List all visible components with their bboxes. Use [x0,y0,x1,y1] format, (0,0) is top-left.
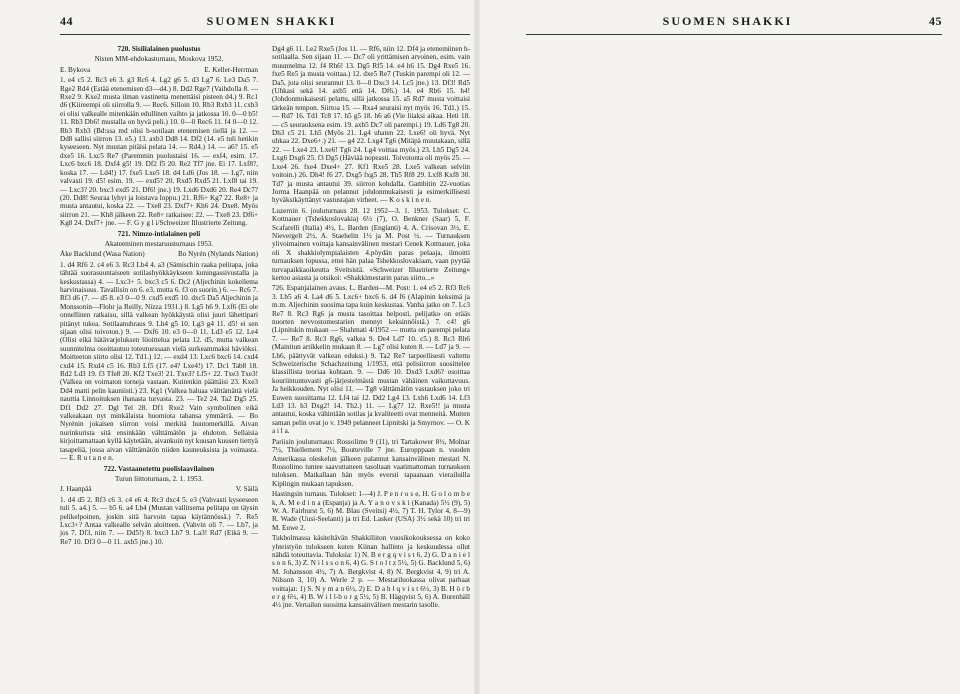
game-722-continuation: Dg4 g6 11. Le2 Rxe5 (Jos 11. — Rf6, niin 12. Df4 ja etenemiinen h-sotilaalla. Sen sijaan 11. — Dc7 oli yrittämisen arvoinen, esim. vain muunnelma 12. f4 Rh6! 13. Dg5 Rf5 14. e4 h6 15. Dg4 Rxe5 16. fxe5 Re5 ja musta voittaa.) 12. dxe5 Re7 (Tuskin parempi oli 12. — Da5, jota olisi seurannut 13. 0—0 Dxc3 14. Lc5 jne.) 13. Df3! Rd5 (Uhkasi sekä 14. axb5 että 14. Df6.) 14. e4 Rb6 15. h4! (Johdonmukaisesti pelattu, sillä jatkossa 15. a5 Rd7 musta voittaisi tärkeän tempon. Siirtoa 15. — Rxa4 seuraisi nyt myös 16. Td1.) 15. — Rd7 16. Td1 Tc8 17. h5 g5 18. h6 a6 (Vie liiaksi aikaa. Heti 18. — c5 seurauksena esim. 19. axb5 Dc7 oli parempi.) 19. Ld6 Tg8 20. Dh3 c5 21. Lh5 (Myös 21. Lg4 uhaten 22. Lxe6! oli hyvä. Nyt uhkaa 22. Dxe6+.) 21. — g4 22. Lxg4 Tg6 (Mitäpä muutakaan, sillä 22. — Lxe4 23. Lxe6! Tg6 24. Lg4 voittaa myös.) 23. Lh5 Dg5 24. Lxg6 Dxg6 25. f3 Dg5 (Häviää nopeasti. Toivotonta oli myös 25. — Lxe4 26. fxe4 Dxe4+ 27. Kf1 Rxe5 28. Lxe5 valkean selviin voitoin.) 26. Dh4! f6 27. Dxg5 fxg5 28. Th5 Rf8 29. Lxf8 Kxf8 30. Td7 ja musta antautui 39. siirron kohdalla. Gambitin 22-vuotias Jorma Haanpää on pelannut johdonmukaisesti ja esimerkillisesti hyväksikäyttänyt vastustajan virheet. — K o s k i n e n. [272,45,470,205]
game-722-event: Turun liittoturnaus, 2. 1. 1953. [115,474,203,483]
game-722-black: V. Säilä [235,485,258,494]
game-722-players [60,485,258,493]
left-column-2 [272,45,470,612]
game-720-event: Nisten MM-ehdokasturnaus, Moskova 1952. [94,55,224,64]
right-page [478,0,960,694]
game-720-title: 720. Sisilialainen puolustus [117,45,201,53]
game-722-moves: 1. d4 d5 2. Rf3 c6 3. c4 e6 4. Rc3 dxc4 5. e3 (Vahvasti kyseeseen tuli 5. a4.) 5. — b5 6. a4 Lb4 (Mustan vallitsema pelitapa on täysin pelikelpoinen, joskin sitä harvoin tapaa käytännössä.) 7. Re5 Lxc3+? Antaa valkealle selvän aloitteen. (Vahvin oli 7. — Lb7, ja jos 7. Df3, niin 7. — Dd5!) 8. bxc3 Lb7 9. La3! Rd7 (Eikä 9. — Re7 10. Df3 0—0 11. axb5 jne.) 10. [60,495,258,546]
stockholm-report: Tukholmassa käsiteltävän Shakkiliiton vuosikokouksessa on koko yhteistyön tulokseen kuten Kiinan hallinto ja keskuudessa ollut nähdä toteuttavia. Tuloksia: 1) N. B e r g q v i s t 6, 2) G. D a n i e l s o n 6, 3) Z. N i l s s o n 6, 4) G. S t o l t z 5½, 5) G. Backlund 5, 6) M. Johansson 4½, 7) A. Bergkvist 4, 8) N. Bergkvist 4, 9) tri A. Nilsson 3, 10) A. Werle 2 p. — Mestariluokassa olivat parhaat voittajat: 1) S. N y m a n 6½, 2) E. D a h l q v i s t 6½, 3) B. H ö r b e r g 6½, 4) B. W i l l-b o r g 5½, 5) B. Hägqvist 5, 6) A. Burenhäll 4½ jne. Vertailun suosima kansainvälisen mestarin tasolle. [272,534,470,610]
right-running-title: SUOMEN SHAKKI [662,14,793,28]
game-722-title: 722. Vastaanotettu puolislaavilainen [103,464,215,473]
left-page [0,0,478,694]
luzern-report: Luzernin 6. jouluturnaus 28. 12 1952—3. 1. 1953. Tulokset: C. Kottnauer (Tshekkoslovakia) 6½ (7), O. Benkner (Saar) 5, F. Scafarelli (Italia) 4½, L. Barden (Englanti) 4, A. Crisovan 3½, E. Nievergelt 2½, A. Staehelin 1½ ja M. Post ½. — Turnauksen ylivoimainen voittaja kansainvälinen mestari Cenek Kottnauer, joka oli X shakkiolympialaisten 4.pöydän paras pelaaja, ilmoitti turnauksen lopussa, ettei hän palaa Tshekkoslovakiaan, vaan pyytää turvapaikkaoikeutta Sveitsistä. »Schweizer Illustrierte Zeitung« kertoo asiasta ja otsikoi: «Shakkimestarin paras siirto...» [272,206,470,282]
game-720-white: E. Bykova [60,65,91,74]
game-721-black: Bo Nyrén (Nylands Nation) [177,250,258,259]
paris-report: Pariisin jouluturnaus: Rossolimo 9 (11), tri Tartakower 8½, Molnar 7½, Thiellement 7½, Boutteville 7 jne. Europppaan n. vuoden Amerikassa oleskelun jälkeen palannut kansainvälinen mestari N. Rossolimo tuntee saavuttaneen tasoltaan vaatimattoman turnauksen tuloksen. Matkallaan hän myös eversti tapaanaan vierailuilla Kiplingin mukaan tapuksen. [272,437,470,488]
game-720-black: E. Keller-Herrman [204,65,258,74]
game-721-white: Åke Backlund (Wasa Nation) [60,250,145,259]
hastings-report: Hastingsin turnaus. Tulokset: 1—4) J. P e n r o s e, H. G o l o m b e k, A. M e d i n a (Espanja) ja A. Y a n o v s k i (Kanada) 5½ (9), 5) W. A. Fairhurst 5, 6) M. Blau (Sveitsi) 4½, 7) T. H. Tylor 4, 8—9) R. Wade (Uusi-Seelanti) ja tri Ed. Lasker (USA) 3½ sekä 10) tri tri M. Euwe 2. [272,490,470,532]
game-726-notes: 726. Espanjalainen avaus. L. Barden—M. Post: 1. e4 e5 2. Rf3 Rc6 3. Lb5 a6 4. La4 d6 5. Lxc6+ bxc6 6. d4 f6 (Alapinin keksimä ja m.m. Aljechinin suosima tapa kuin keskustaa. Vanha jatko on 7. Lc3 Re7 8. Rc3 Rg6 ja musta tasoittaa helposti, pelijatko on erääs nuorten nevvostomestarien mennyt keksinnöistä.) 7. c4! g6 (Lipnitskin mukaan — Shahmati 4/1952 — mutta on parempi pelata 7. — Re7 8. Rc3 Rg6, valkea 9. De4 Ld7 10. c5.) 8. Rc3 Rh6 (Mainitun artikkelin mukaan 8. — Lg7 olisi kuten 8. — Ld7 ja 9. — Lh6, päättyvät valkean eduksi.) 9. Ta2 Re7 tarpeellisesti valtettu Schweizerische Schachzeitung 1/1953, että pelisiirron suosittelee klassillista teoriaa kohtaan. 9. — Dd6 10. Dxd3 Lxd6? osoittaa kouriintuntuvasti g6-järjestelmästä mustan vähäinen vaikuttavuus. Ja heikkouden. Nyt olisi 11. — Tg8 välttämätön vastauksen joko tri Euwen suosittama 12. Lf4 tai 12. Dd2 Lg4 13. Lxh6 Lxd6 14. Lf3 Ld3 13. h3 Dxg2! 14. Th2.) 11. — Lg7? 12. Rxe5!! ja musta antautui, koska vähintään sotilas ja kvaliteetti ovat menneitä. Mutten saman pelin ovat jo v. 1949 pelanneet Lipnitski ja Smyrnov. — O. K a i l a. [272,284,470,436]
game-721-players [60,250,258,258]
game-720-players [60,66,258,74]
left-running-title: SUOMEN SHAKKI [206,14,337,28]
right-page-number: 45 [929,14,942,28]
left-page-header [60,14,470,35]
game-721-title: 721. Nimzo-intialainen peli [117,229,201,238]
left-page-number: 44 [60,14,73,28]
game-720-moves: 1. e4 c5 2. Rc3 e6 3. g3 Rc6 4. Lg2 g6 5. d3 Lg7 6. Le3 Da5 7. Rge2 Rd4 (Estää etenemisen d3—d4.) 8. Dd2 Rge7 (Vaihdolla 8. — Rxe2 9. Kxe2 musta ilman vastinetta menettäisi pisteen d4.) 9. Rc1 d6 (Kiireempi oli siirrolla 9. — Rec6. Silloin 10. Rb3 Rxb3 11. cxb3 ei olisi valkealle mitenkään edullinen vaihto ja jatkossa 10. 0—0 b5! 11. Rb3 Db6! mustalla on hyvä peli.) 10. 0—0 Rec6 11. f4 0—0 12. Rb3 Rxb3 (Bd:ssa md olisi b-sotilaan etenemisen tiellä ja 12. — Dd8 sallisi siirron 13. e5.) 13. axb3 Dd8 14. Df2 (14. e5 tuli hetikin kyseeseen. Nyt mustan pitäisi pelata 14. — Rd4.) 14. — a6? 15. e5 dxe5 16. Lxc5 Re7 (Paremmin puolustaisi 16. — exf4, esim. 17. Lxc6 bxc6 18. Dxf4 g5! 19. Df2 f5 20. Re2 Tf7 jne. Ei 17. Lxf8?, koska 17. — Ld4!) 17. fxe5 Lxe5 18. d4 Ld6 (Jos 18. — Lg7, niin valvasti 19. d5! esim. 19. — exd5? 20. Rxd5 Rxd5 21. Lxf8 tai 19. — Lxc3? 20. bxc3 exd5 21. Df6! jne.) 19. Lxd6 Dxd6 20. Re4 Dc7? (20. Dd8! Seuraa lyhyt ja loistava loppu.) 21. Rf6+ Kg7 22. Re8+ ja musta antautui, koska 22. — Txe8 23. Dxf7+ Kh6 24. Dxe8. Myös siirron 21. — Kh8 jälkeen 22. Re8+ ratkaisee: 22. — Txe8 23. Df6+ Kg8 24. Dxf7+ jne. — F. G y g l i/Schweizer Illustrierte Zeitung. [60,76,258,228]
game-721-event: Akateeminen mestaruusturnaus 1953. [104,239,214,248]
game-721-moves: 1. d4 Rf6 2. c4 e6 3. Rc3 Lb4 4. a3 (Sämischin raaka pelitapa, joka tähtää suorasuuntaiseen sotilashyökkäykseen kuningassivustalla ja keskustassa) 4. — Lxc3+ 5. bxc3 c5 6. Dc2 (Aljechinin kokeilema harvinaisuus. Tavallisin on 6. e3, mutta 6. f3 on suorin.) 6. — Rc6 7. Rf3 d6 (7. — d5 8. e3 0—0 9. cxd5 exd5 10. dxc5 Da5 Aljechinin ja Monssonin—Flohr ja Reilly, Nizza 1931.) 8. Lg5 h6 9. Lxf6 (Ei ole onnellinen ratkaisu, sillä valkean hyökkäystä olisi juuri lähettipari pitänyt tukea. Sotilaanuhraus 9. Lh4 g5 10. Lg3 g4 11. d5! ei sen sijaan olisi toivoton.) 9. — Dxf6 10. e3 0—0 11. Ld3 e5 12. Le4 (Olisi eikä hätävarjeluksen liioittelua pelata 12. d5, mutta valkean suunnitelma osoittautuu toteutuessaan vielä surkeammaksi häviöksi. Moitteeton siirto olisi 12. Td1.) 12. — exd4 13. Lxc6 bxc6 14. cxd4 cxd4 15. Rxd4 c5 16. Rb3 Lf5 (17. e4? Lxe4!) 17. Dc1 Tab8 18. Rd2 Ld3 19. f3 Tfe8 20. Kf2 Txe3! 21. Txe3? Lf5+ 22. Txe3 Txe3! (Valkea on voimaton torneja vastaan. Kuitenkin päättäisi 23. Kxe3 Dd4 matti pelin kauniisti.) 23. Kg1 (Valkea haluaa välttämättä vielä nauttia Linnoituksen ihanasta turvasta. 23. — Te2 24. Ta2 Dg5 25. Df1 Dd2 27. Dgl Tel 28. Df1 Rxe2 Vain symbolinen eikä valkeakaan nyt minkälaista huomiota tahansa ymmärrä. — Bo Nyrénin jokaisen siirron voisi merkitä huutomerkillä. Aivan nurinkurista sitä ensinkään välttämätön ja ehdoton. Sellaisia kirjoittamattaan kyllä käytetään, aivankuin nyt kuusan kuusen tiettyä tasapeliä, jossa aivan välttämätön niiden kauneuksista ja voimasta. — E. R u t a n e n. [60,260,259,463]
game-722-white: J. Haanpää [60,485,92,494]
left-columns [60,35,470,612]
right-page-header [526,14,942,35]
left-column-1 [60,45,258,612]
